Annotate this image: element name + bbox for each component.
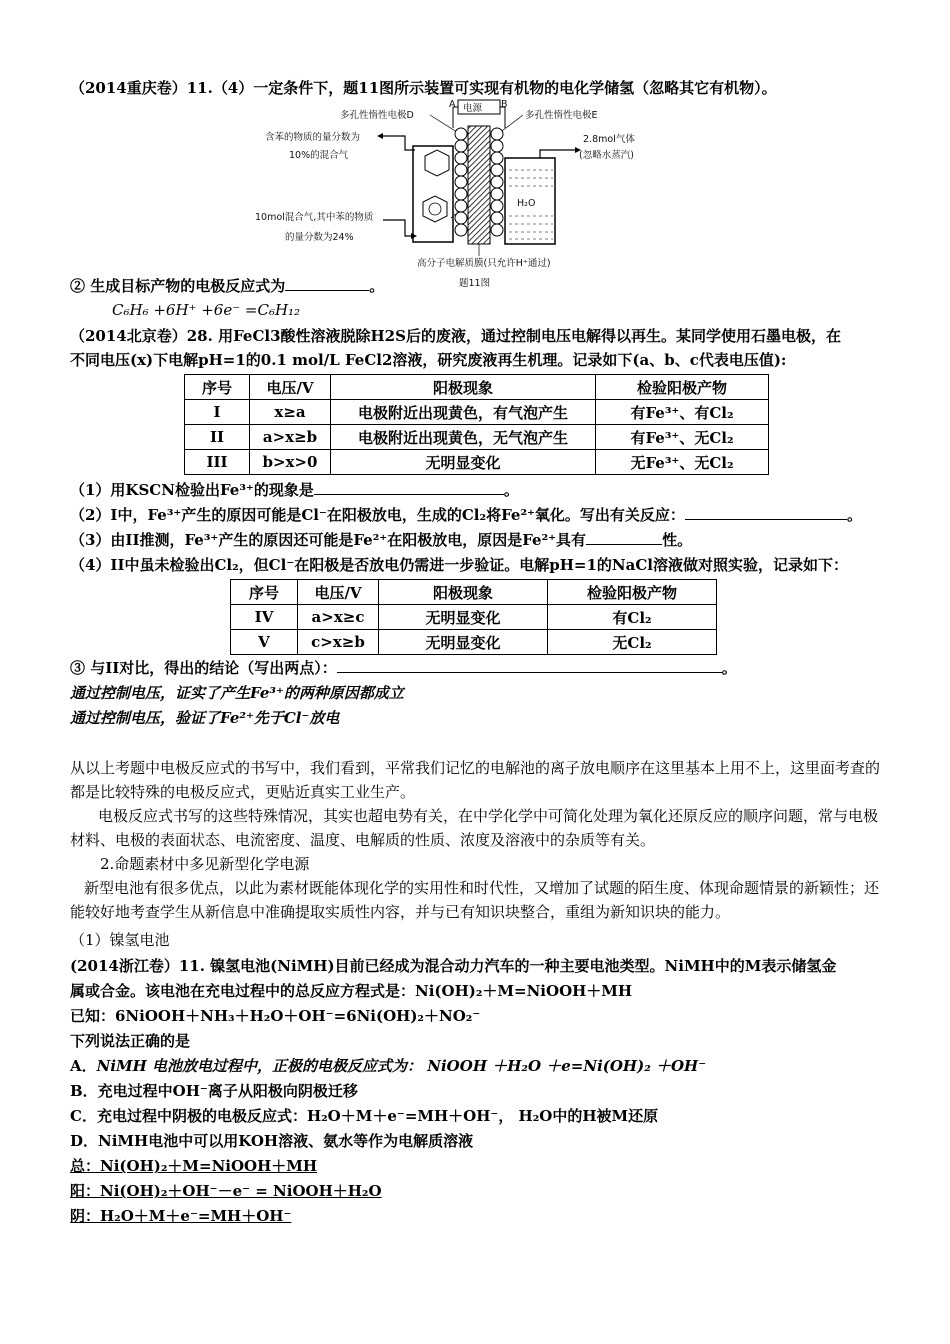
q2-sub1-text: （1）用KSCN检验出Fe³⁺的现象是	[70, 481, 314, 499]
table-cell: 无Cl₂	[548, 630, 717, 655]
q2-sub3-blank[interactable]	[586, 530, 662, 545]
table-cell: 电极附近出现黄色，有气泡产生	[331, 400, 596, 425]
q3-option-a-label: A．	[70, 1057, 97, 1075]
table-cell: 电极附近出现黄色，无气泡产生	[331, 425, 596, 450]
q2-sub5-text: ③ 与II对比，得出的结论（写出两点）：	[70, 659, 337, 677]
mix-top-label-1: 含苯的物质的量分数为	[265, 132, 361, 143]
q2-sub1-blank[interactable]	[314, 480, 504, 495]
discussion-heading: 2.命题素材中多见新型化学电源	[100, 855, 310, 873]
discussion-paragraph-2: 电极反应式书写的这些特殊情况，其实也超电势有关，在中学化学中可简化处理为氧化还原反应的顺序问题，常与电极材料、电极的表面状态、电流密度、温度、电解质的性质、浓度及溶液中的杂质等有关。	[70, 807, 879, 849]
table-cell: x≥a	[250, 400, 331, 425]
q2-sub1: （1）用KSCN检验出Fe³⁺的现象是 。	[70, 481, 519, 499]
table-cell: I	[185, 400, 250, 425]
electrolysis-apparatus-figure	[255, 98, 655, 290]
discussion-paragraph-4: 新型电池有很多优点，以此为素材既能体现化学的实用性和时代性，又增加了试题的陌生度、体现命题情景的新颖性；还能较好地考查学生从新信息中准确提取实质性内容，并与已有知识块整合，重组为新知识块的能力。	[70, 879, 880, 921]
q3-option-d: D．NiMH电池中可以用KOH溶液、氨水等作为电解质溶液	[70, 1132, 474, 1150]
table-cell: 无明显变化	[331, 450, 596, 475]
figure-caption: 题11图	[459, 278, 491, 289]
power-label: 电源	[463, 103, 483, 114]
q1-question: ② 生成目标产物的电极反应式为 。	[70, 277, 385, 295]
table-cell: 无Fe³⁺、无Cl₂	[596, 450, 769, 475]
table-header-cell: 阳极现象	[379, 580, 548, 605]
table-header-cell: 序号	[231, 580, 298, 605]
gas-label-2: (忽略水蒸汽)	[579, 150, 634, 161]
q3-anode-equation: 阳：Ni(OH)₂＋OH⁻－e⁻ = NiOOH＋H₂O	[70, 1182, 382, 1200]
q2-sub3	[70, 530, 692, 550]
table-cell: 有Fe³⁺、有Cl₂	[596, 400, 769, 425]
table-cell: 有Cl₂	[548, 605, 717, 630]
q3-intro-2: 属或合金。该电池在充电过程中的总反应方程式是：Ni(OH)₂＋M=NiOOH＋MH	[70, 982, 633, 1000]
mix-bottom-label-1: 10mol混合气,其中苯的物质	[255, 212, 374, 223]
label-a: A	[449, 99, 456, 110]
q2-answer-1: 通过控制电压，证实了产生Fe³⁺的两种原因都成立	[70, 684, 404, 702]
mix-top-label-2: 10%的混合气	[289, 150, 349, 161]
table-header-cell: 检验阳极产物	[548, 580, 717, 605]
q2-sub3-text: （3）由II推测，Fe³⁺产生的原因还可能是Fe²⁺在阳极放电，原因是Fe²⁺具有	[70, 531, 587, 549]
table-header-row	[231, 580, 717, 605]
q1-question-text: ② 生成目标产物的电极反应式为	[70, 277, 286, 295]
table-row	[185, 400, 769, 425]
q2-table-2	[230, 579, 717, 655]
q1-answer: C₆H₆ +6H⁺ +6e⁻ =C₆H₁₂	[112, 301, 301, 319]
q3-option-a	[70, 1056, 706, 1076]
table-cell: IV	[231, 605, 298, 630]
water-label: H₂O	[517, 198, 536, 209]
table-cell: b>x>0	[250, 450, 331, 475]
table-row	[231, 630, 717, 655]
table-header-cell: 电压/V	[250, 375, 331, 400]
table-cell: II	[185, 425, 250, 450]
table-header-cell: 序号	[185, 375, 250, 400]
table-cell: 无明显变化	[379, 630, 548, 655]
q3-prompt: 下列说法正确的是	[70, 1032, 191, 1050]
q2-table-1	[184, 374, 769, 475]
mix-bottom-label-2: 的量分数为24%	[285, 232, 354, 243]
q3-known: 已知：6NiOOH＋NH₃＋H₂O＋OH⁻=6Ni(OH)₂＋NO₂⁻	[70, 1007, 481, 1025]
q2-sub2: （2）I中，Fe³⁺产生的原因可能是Cl⁻在阳极放电，生成的Cl₂将Fe²⁺氧化。写出有关反应： 。	[70, 506, 862, 524]
membrane-label: 高分子电解质膜(只允许H⁺通过)	[417, 258, 551, 269]
table-header-cell: 检验阳极产物	[596, 375, 769, 400]
q3-option-b: B．充电过程中OH⁻离子从阳极向阴极迁移	[70, 1082, 358, 1100]
q3-cathode-equation: 阴：H₂O＋M＋e⁻=MH＋OH⁻	[70, 1207, 292, 1225]
table-row	[185, 425, 769, 450]
q2-intro-1: （2014北京卷）28. 用FeCl3酸性溶液脱除H2S后的废液，通过控制电压电解得以再生。某同学使用石墨电极，在	[70, 327, 841, 345]
table-cell: V	[231, 630, 298, 655]
q3-intro-1: (2014浙江卷）11. 镍氢电池(NiMH)目前已经成为混合动力汽车的一种主要电池类型。NiMH中的M表示储氢金	[70, 957, 837, 975]
q3-option-a-text: NiMH 电池放电过程中，正极的电极反应式为： NiOOH ＋H₂O ＋e=Ni(OH)₂ ＋OH⁻	[96, 1057, 707, 1075]
gas-label-1: 2.8mol气体	[583, 134, 635, 145]
q3-option-c: C．充电过程中阴极的电极反应式：H₂O＋M＋e⁻=MH＋OH⁻， H₂O中的H被M还原	[70, 1107, 659, 1125]
table-header-cell: 电压/V	[298, 580, 379, 605]
q1-header: （2014重庆卷）11.（4）一定条件下，题11图所示装置可实现有机物的电化学储氢（忽略其它有机物）。	[70, 79, 777, 97]
q3-total-equation: 总：Ni(OH)₂＋M=NiOOH＋MH	[70, 1157, 318, 1175]
table-header-cell: 阳极现象	[331, 375, 596, 400]
q2-intro-2: 不同电压(x)下电解pH=1的0.1 mol/L FeCl2溶液，研究废液再生机理。记录如下(a、b、c代表电压值):	[70, 351, 787, 369]
discussion-paragraph-1: 从以上考题中电极反应式的书写中，我们看到，平常我们记忆的电解池的离子放电顺序在这里基本上用不上，这里面考查的都是比较特殊的电极反应式，更贴近真实工业生产。	[70, 759, 881, 801]
table-cell: a>x≥b	[250, 425, 331, 450]
table-cell: 无明显变化	[379, 605, 548, 630]
table-header-row	[185, 375, 769, 400]
q2-sub5-blank[interactable]	[337, 658, 722, 673]
discussion-subheading: （1）镍氢电池	[70, 931, 170, 949]
electrode-e-label: 多孔性惰性电极E	[525, 110, 598, 121]
table-row	[231, 605, 717, 630]
q2-answer-2: 通过控制电压，验证了Fe²⁺先于Cl⁻放电	[70, 709, 340, 727]
label-b: B	[501, 99, 508, 110]
q2-sub3-suffix: 性。	[662, 531, 693, 549]
q2-sub4: （4）II中虽未检验出Cl₂，但Cl⁻在阳极是否放电仍需进一步验证。电解pH=1的NaCl溶液做对照实验，记录如下：	[70, 556, 848, 574]
electrode-d-label: 多孔性惰性电极D	[340, 110, 414, 121]
q2-sub2-text: （2）I中，Fe³⁺产生的原因可能是Cl⁻在阳极放电，生成的Cl₂将Fe²⁺氧化。写出有关反应：	[70, 506, 685, 524]
table-cell: c>x≥b	[298, 630, 379, 655]
table-cell: a>x≥c	[298, 605, 379, 630]
q2-sub2-blank[interactable]	[685, 505, 847, 520]
table-row	[185, 450, 769, 475]
q2-sub5: ③ 与II对比，得出的结论（写出两点）： 。	[70, 659, 737, 677]
q1-answer-blank[interactable]	[285, 276, 369, 291]
table-cell: III	[185, 450, 250, 475]
table-cell: 有Fe³⁺、无Cl₂	[596, 425, 769, 450]
